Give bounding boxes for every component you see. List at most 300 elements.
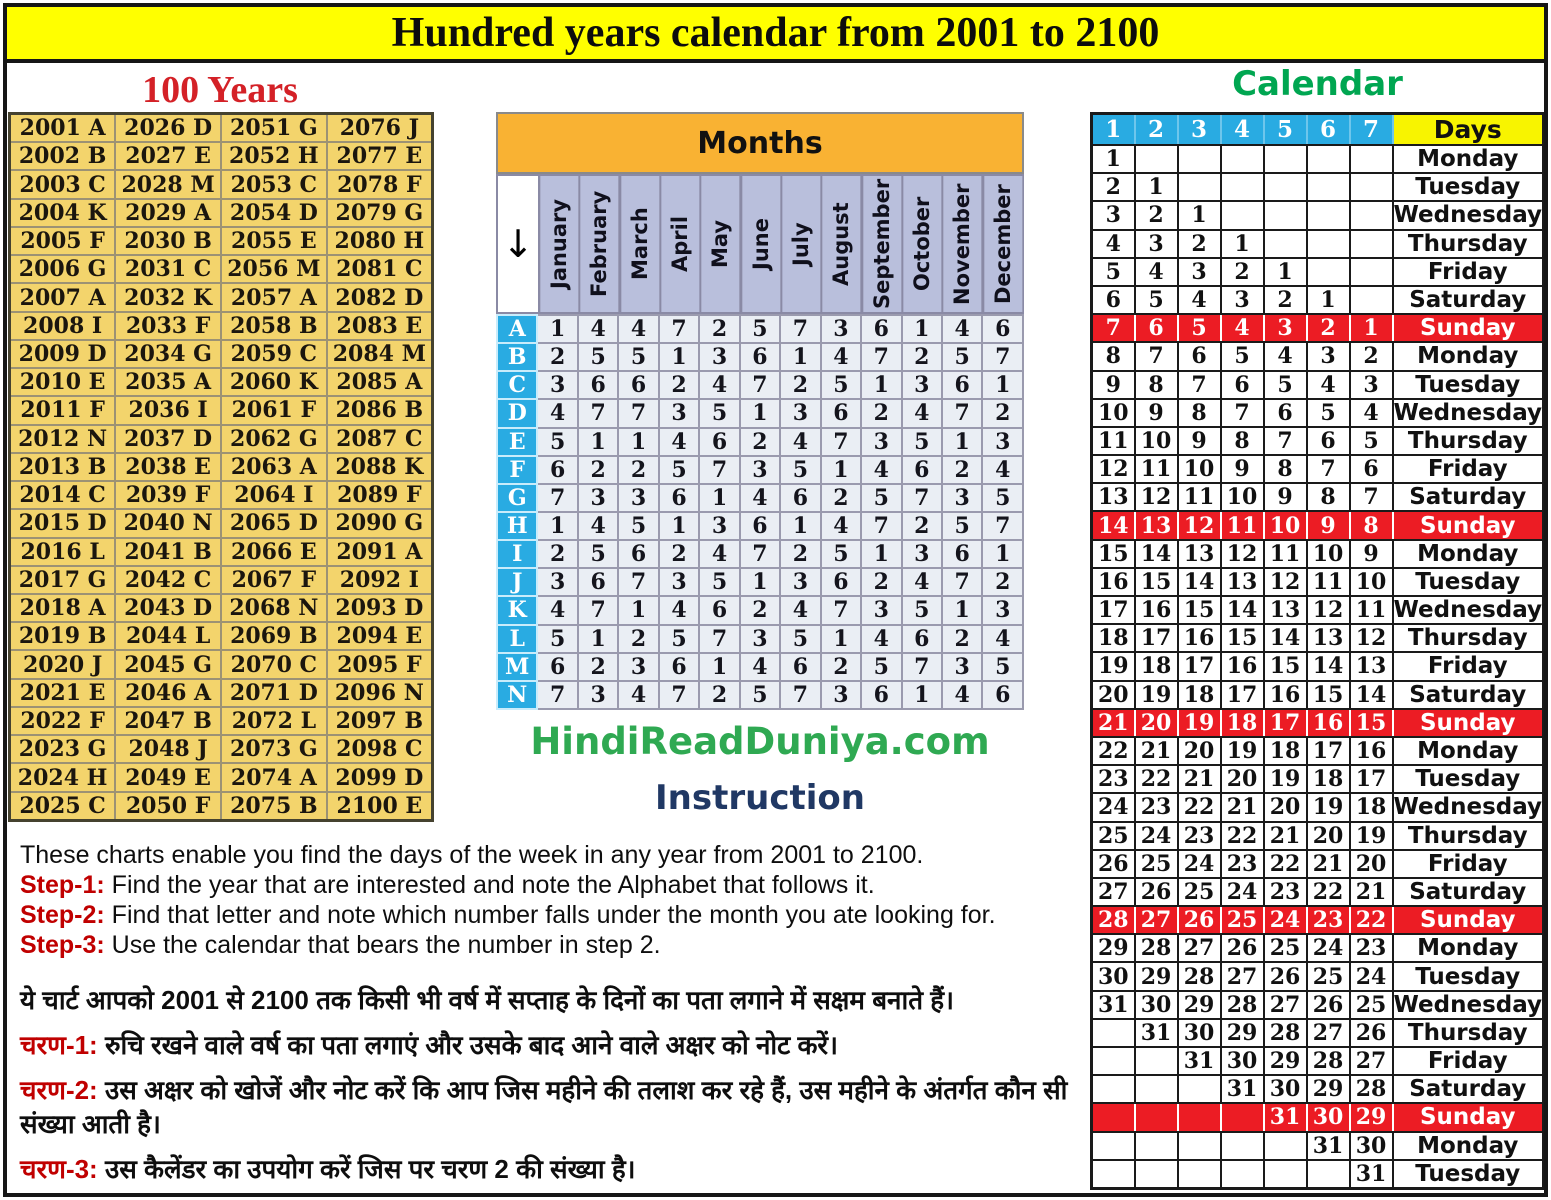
month-row	[497, 428, 1023, 456]
instruction-step-hi: चरण-3: उस कैलेंडर का उपयोग करें जिस पर चरण 2 की संख्या है।	[20, 1154, 636, 1184]
month-letter: M	[497, 653, 537, 681]
calendar-day-name: Wednesday	[1393, 597, 1543, 624]
calendar-day-cell	[1307, 173, 1350, 201]
calendar-row	[1092, 511, 1544, 539]
calendar-day-cell	[1178, 173, 1221, 201]
calendar-day-cell: 27	[1092, 878, 1135, 906]
calendar-day-cell: 8	[1178, 399, 1221, 427]
calendar-day-cell: 9	[1264, 483, 1307, 511]
year-cell: 2022 F	[10, 707, 116, 735]
year-row	[10, 114, 433, 143]
calendar-day-cell: 11	[1264, 540, 1307, 568]
year-cell: 2014 C	[10, 481, 116, 509]
month-value-cell: 7	[821, 596, 861, 624]
down-arrow-icon: ↓	[498, 176, 538, 312]
year-cell: 2087 C	[327, 425, 433, 453]
calendar-day-cell: 25	[1092, 822, 1135, 850]
calendar-day-cell: 6	[1307, 427, 1350, 455]
month-value-cell: 3	[780, 399, 820, 427]
month-row	[497, 653, 1023, 681]
calendar-day-cell: 19	[1092, 652, 1135, 680]
month-value-cell: 4	[780, 596, 820, 624]
year-cell: 2076 J	[327, 114, 433, 143]
month-name: September	[863, 176, 901, 312]
calendar-day-cell: 11	[1350, 596, 1393, 624]
year-cell: 2075 B	[221, 792, 327, 821]
month-value-cell: 5	[982, 653, 1023, 681]
calendar-day-cell: 2	[1264, 286, 1307, 314]
month-value-cell: 5	[821, 540, 861, 568]
calendar-day-name: Saturday	[1393, 1075, 1544, 1103]
year-cell: 2072 L	[221, 707, 327, 735]
calendar-day-cell: 23	[1178, 822, 1221, 850]
calendar-day-cell: 22	[1307, 878, 1350, 906]
calendar-day-cell: 15	[1135, 568, 1178, 596]
year-cell: 2046 A	[115, 679, 221, 707]
calendar-day-cell: 14	[1178, 568, 1221, 596]
calendar-day-name: Monday	[1393, 540, 1544, 568]
calendar-day-cell: 19	[1264, 765, 1307, 793]
calendar-row	[1092, 906, 1544, 934]
calendar-day-cell: 25	[1135, 850, 1178, 878]
calendar-row	[1092, 822, 1544, 850]
year-cell: 2065 D	[221, 509, 327, 537]
month-letter: N	[497, 681, 537, 709]
year-cell: 2071 D	[221, 679, 327, 707]
calendar-day-cell: 2	[1092, 173, 1135, 201]
calendar-day-cell: 10	[1135, 427, 1178, 455]
month-value-cell: 7	[982, 512, 1023, 540]
month-value-cell: 5	[618, 343, 658, 371]
calendar-day-name: Tuesday	[1393, 568, 1544, 596]
calendar-day-name: Wednesday	[1393, 399, 1543, 426]
month-letter: B	[497, 343, 537, 371]
calendar-day-cell: 1	[1307, 286, 1350, 314]
calendar-day-cell	[1350, 173, 1393, 201]
calendar-col-header: 2	[1135, 114, 1178, 146]
calendar-day-cell: 28	[1221, 991, 1264, 1019]
calendar-day-cell: 5	[1264, 371, 1307, 399]
calendar-day-name: Thursday	[1393, 1019, 1544, 1047]
month-row	[497, 343, 1023, 371]
month-letter: I	[497, 540, 537, 568]
calendar-day-cell: 3	[1264, 314, 1307, 342]
calendar-col-header: 6	[1307, 114, 1350, 146]
calendar-day-cell: 27	[1264, 991, 1307, 1019]
calendar-day-cell	[1178, 1132, 1221, 1160]
calendar-row	[1092, 878, 1544, 906]
month-letter: J	[497, 568, 537, 596]
calendar-day-cell: 30	[1350, 1132, 1393, 1160]
calendar-day-cell: 3	[1135, 230, 1178, 258]
calendar-day-name: Monday	[1393, 145, 1544, 173]
year-cell: 2064 I	[221, 481, 327, 509]
year-cell: 2002 B	[10, 142, 116, 170]
calendar-day-cell: 14	[1092, 511, 1135, 539]
year-row	[10, 707, 433, 735]
year-cell: 2021 E	[10, 679, 116, 707]
calendar-day-name: Monday	[1393, 737, 1544, 765]
month-value-cell: 3	[982, 596, 1023, 624]
calendar-day-cell: 29	[1092, 934, 1135, 962]
calendar-day-cell: 8	[1264, 455, 1307, 483]
calendar-day-cell: 12	[1264, 568, 1307, 596]
month-value-cell: 3	[618, 484, 658, 512]
calendar-day-cell: 25	[1221, 906, 1264, 934]
year-cell: 2050 F	[115, 792, 221, 821]
month-value-cell: 5	[982, 484, 1023, 512]
calendar-day-cell: 5	[1092, 258, 1135, 286]
calendar-day-name: Friday	[1393, 1047, 1544, 1075]
month-value-cell: 1	[861, 540, 901, 568]
calendar-day-name: Monday	[1393, 934, 1544, 962]
calendar-day-cell: 10	[1264, 511, 1307, 539]
calendar-day-cell: 2	[1350, 342, 1393, 370]
month-name: June	[742, 176, 780, 312]
calendar-day-cell: 5	[1307, 399, 1350, 427]
year-cell: 2085 A	[327, 368, 433, 396]
calendar-day-cell: 26	[1221, 934, 1264, 962]
calendar-day-cell	[1092, 1019, 1135, 1047]
calendar-day-cell: 7	[1178, 371, 1221, 399]
month-row	[497, 371, 1023, 399]
calendar-row	[1092, 793, 1544, 821]
month-value-cell: 6	[618, 540, 658, 568]
month-value-cell: 7	[699, 625, 739, 653]
month-value-cell: 5	[618, 512, 658, 540]
year-cell: 2058 B	[221, 312, 327, 340]
page-title-text: Hundred years calendar from 2001 to 2100	[391, 10, 1160, 56]
year-cell: 2090 G	[327, 509, 433, 537]
year-row	[10, 453, 433, 481]
calendar-day-cell: 13	[1178, 540, 1221, 568]
year-row	[10, 425, 433, 453]
month-value-cell: 4	[537, 596, 577, 624]
calendar-day-cell	[1350, 258, 1393, 286]
month-letter: A	[497, 315, 537, 343]
calendar-day-cell	[1264, 145, 1307, 173]
calendar-day-cell: 21	[1307, 850, 1350, 878]
calendar-day-cell	[1307, 258, 1350, 286]
year-cell: 2037 D	[115, 425, 221, 453]
website-name: HindiReadDuniya.com	[530, 720, 990, 763]
month-value-cell: 3	[821, 681, 861, 709]
calendar-day-cell: 29	[1221, 1019, 1264, 1047]
calendar-row	[1092, 258, 1544, 286]
month-value-cell: 7	[740, 540, 780, 568]
calendar-row	[1092, 342, 1544, 370]
month-value-cell: 2	[618, 625, 658, 653]
calendar-day-cell: 4	[1307, 371, 1350, 399]
month-value-cell: 5	[780, 625, 820, 653]
year-cell: 2063 A	[221, 453, 327, 481]
instruction-step-hi: चरण-2: उस अक्षर को खोजें और नोट करें कि आप जिस महीने की तलाश कर रहे हैं, उस महीने के अंतर्गत कौन सी संख्या आती है।	[20, 1075, 1068, 1139]
calendar-day-cell: 31	[1092, 991, 1135, 1019]
calendar-day-cell: 16	[1092, 568, 1135, 596]
calendar-day-cell: 31	[1221, 1075, 1264, 1103]
calendar-day-cell: 30	[1264, 1075, 1307, 1103]
month-value-cell: 1	[982, 371, 1023, 399]
year-cell: 2088 K	[327, 453, 433, 481]
calendar-day-cell	[1221, 1103, 1264, 1131]
month-value-cell: 4	[699, 540, 739, 568]
month-value-cell: 6	[537, 456, 577, 484]
calendar-row	[1092, 991, 1544, 1019]
month-value-cell: 7	[578, 399, 618, 427]
month-value-cell: 1	[861, 371, 901, 399]
year-cell: 2035 A	[115, 368, 221, 396]
calendar-day-cell: 2	[1307, 314, 1350, 342]
year-cell: 2093 D	[327, 594, 433, 622]
calendar-day-cell	[1178, 1075, 1221, 1103]
calendar-day-cell: 8	[1092, 342, 1135, 370]
month-value-cell: 6	[780, 653, 820, 681]
month-value-cell: 7	[578, 596, 618, 624]
calendar-day-cell	[1221, 1160, 1264, 1189]
year-cell: 2080 H	[327, 227, 433, 255]
calendar-row	[1092, 399, 1544, 427]
year-cell: 2004 K	[10, 199, 116, 227]
calendar-day-cell: 16	[1264, 681, 1307, 709]
calendar-day-cell: 20	[1221, 765, 1264, 793]
month-value-cell: 5	[861, 484, 901, 512]
year-cell: 2042 C	[115, 566, 221, 594]
month-value-cell: 5	[537, 625, 577, 653]
month-value-cell: 7	[861, 512, 901, 540]
calendar-row	[1092, 371, 1544, 399]
calendar-day-cell: 22	[1350, 906, 1393, 934]
calendar-day-name: Thursday	[1393, 624, 1544, 652]
step-label: Step-1:	[20, 871, 105, 899]
month-value-cell: 6	[740, 343, 780, 371]
year-cell: 2067 F	[221, 566, 327, 594]
calendar-day-cell: 20	[1092, 681, 1135, 709]
calendar-day-cell: 13	[1307, 624, 1350, 652]
calendar-day-cell: 7	[1135, 342, 1178, 370]
month-value-cell: 2	[780, 540, 820, 568]
calendar-day-cell: 22	[1135, 765, 1178, 793]
month-value-cell: 7	[861, 343, 901, 371]
calendar-day-cell: 21	[1264, 822, 1307, 850]
year-row	[10, 199, 433, 227]
month-value-cell: 6	[861, 681, 901, 709]
month-value-cell: 2	[699, 681, 739, 709]
calendar-day-cell: 17	[1307, 737, 1350, 765]
calendar-day-cell: 12	[1135, 483, 1178, 511]
month-value-cell: 2	[942, 625, 982, 653]
year-cell: 2052 H	[221, 142, 327, 170]
calendar-day-cell	[1135, 1132, 1178, 1160]
month-value-cell: 3	[740, 456, 780, 484]
year-cell: 2086 B	[327, 396, 433, 424]
year-cell: 2094 E	[327, 622, 433, 650]
calendar-day-name: Monday	[1393, 342, 1544, 370]
calendar-day-cell: 26	[1135, 878, 1178, 906]
year-cell: 2100 E	[327, 792, 433, 821]
calendar-day-cell	[1221, 1132, 1264, 1160]
calendar-day-cell: 8	[1307, 483, 1350, 511]
year-cell: 2045 G	[115, 650, 221, 678]
calendar-day-cell: 23	[1264, 878, 1307, 906]
year-cell: 2055 E	[221, 227, 327, 255]
calendar-day-name: Wednesday	[1393, 991, 1543, 1018]
year-cell: 2091 A	[327, 538, 433, 566]
calendar-day-name: Tuesday	[1393, 962, 1544, 990]
year-cell: 2030 B	[115, 227, 221, 255]
instruction-step-en: Step-2: Find that letter and note which number falls under the month you ate looking for.	[20, 901, 996, 929]
calendar-day-cell: 2	[1135, 201, 1178, 229]
calendar-day-cell: 21	[1221, 793, 1264, 821]
month-letter: F	[497, 456, 537, 484]
calendar-day-cell: 30	[1307, 1103, 1350, 1131]
calendar-row	[1092, 540, 1544, 568]
month-value-cell: 3	[861, 596, 901, 624]
year-row	[10, 170, 433, 198]
calendar-day-cell: 3	[1307, 342, 1350, 370]
year-cell: 2003 C	[10, 170, 116, 198]
calendar-day-cell: 20	[1264, 793, 1307, 821]
year-row	[10, 650, 433, 678]
calendar-day-cell: 28	[1307, 1047, 1350, 1075]
month-value-cell: 1	[699, 653, 739, 681]
calendar-day-cell: 9	[1178, 427, 1221, 455]
month-value-cell: 4	[821, 512, 861, 540]
month-value-cell: 5	[699, 568, 739, 596]
calendar-day-cell: 23	[1350, 934, 1393, 962]
calendar-day-cell: 8	[1135, 371, 1178, 399]
calendar-day-cell: 4	[1092, 230, 1135, 258]
month-value-cell: 4	[982, 625, 1023, 653]
calendar-day-cell: 26	[1264, 962, 1307, 990]
calendar-day-cell: 27	[1178, 934, 1221, 962]
year-cell: 2012 N	[10, 425, 116, 453]
calendar-day-cell: 21	[1350, 878, 1393, 906]
calendar-day-cell: 24	[1350, 962, 1393, 990]
year-row	[10, 312, 433, 340]
calendar-row	[1092, 681, 1544, 709]
month-value-cell: 7	[942, 568, 982, 596]
month-name: October	[903, 176, 941, 312]
calendar-day-cell	[1135, 145, 1178, 173]
month-value-cell: 2	[982, 399, 1023, 427]
calendar-day-cell: 13	[1135, 511, 1178, 539]
month-value-cell: 1	[780, 512, 820, 540]
month-row	[497, 625, 1023, 653]
month-value-cell: 1	[821, 456, 861, 484]
month-value-cell: 6	[821, 399, 861, 427]
calendar-row	[1092, 709, 1544, 737]
year-cell: 2013 B	[10, 453, 116, 481]
calendar-day-name: Saturday	[1393, 483, 1544, 511]
month-value-cell: 7	[942, 399, 982, 427]
year-cell: 2048 J	[115, 735, 221, 763]
calendar-row	[1092, 596, 1544, 624]
calendar-day-cell: 1	[1135, 173, 1178, 201]
calendar-day-cell: 11	[1135, 455, 1178, 483]
month-value-cell: 1	[780, 343, 820, 371]
year-row	[10, 566, 433, 594]
calendar-day-cell: 18	[1135, 652, 1178, 680]
calendar-row	[1092, 1103, 1544, 1131]
calendar-day-cell: 15	[1264, 652, 1307, 680]
year-cell: 2099 D	[327, 763, 433, 791]
calendar-day-cell: 25	[1178, 878, 1221, 906]
calendar-col-header: 1	[1092, 114, 1135, 146]
year-cell: 2007 A	[10, 283, 116, 311]
month-value-cell: 1	[902, 681, 942, 709]
month-value-cell: 4	[740, 653, 780, 681]
calendar-day-cell: 11	[1092, 427, 1135, 455]
year-cell: 2044 L	[115, 622, 221, 650]
calendar-day-cell: 22	[1178, 793, 1221, 821]
calendar-day-cell: 30	[1135, 991, 1178, 1019]
year-row	[10, 594, 433, 622]
calendar-day-cell: 14	[1264, 624, 1307, 652]
year-cell: 2024 H	[10, 763, 116, 791]
calendar-day-cell	[1221, 145, 1264, 173]
calendar-day-cell: 29	[1307, 1075, 1350, 1103]
month-name: August	[822, 176, 860, 312]
month-name: March	[621, 176, 659, 312]
year-cell: 2049 E	[115, 763, 221, 791]
calendar-day-cell: 31	[1307, 1132, 1350, 1160]
calendar-col-header: 4	[1221, 114, 1264, 146]
month-value-cell: 1	[618, 428, 658, 456]
calendar-row	[1092, 962, 1544, 990]
calendar-day-cell: 20	[1135, 709, 1178, 737]
month-value-cell: 5	[578, 343, 618, 371]
year-cell: 2038 E	[115, 453, 221, 481]
calendar-day-cell: 18	[1264, 737, 1307, 765]
calendar-day-cell: 24	[1264, 906, 1307, 934]
calendar-day-cell: 27	[1307, 1019, 1350, 1047]
month-value-cell: 5	[578, 540, 618, 568]
month-value-cell: 2	[578, 653, 618, 681]
calendar-day-name: Sunday	[1393, 709, 1544, 737]
calendar-day-cell: 27	[1135, 906, 1178, 934]
year-cell: 2096 N	[327, 679, 433, 707]
calendar-day-cell: 16	[1350, 737, 1393, 765]
calendar-day-cell	[1264, 173, 1307, 201]
calendar-day-cell: 19	[1178, 709, 1221, 737]
calendar-day-cell: 10	[1092, 399, 1135, 427]
month-value-cell: 3	[942, 484, 982, 512]
month-row	[497, 484, 1023, 512]
year-cell: 2078 F	[327, 170, 433, 198]
month-value-cell: 4	[578, 512, 618, 540]
calendar-day-cell: 19	[1221, 737, 1264, 765]
calendar-day-cell: 16	[1221, 652, 1264, 680]
calendar-day-cell: 17	[1092, 596, 1135, 624]
calendar-day-cell: 15	[1350, 709, 1393, 737]
calendar-day-cell: 5	[1221, 342, 1264, 370]
month-value-cell: 6	[699, 596, 739, 624]
calendar-day-cell	[1350, 145, 1393, 173]
month-value-cell: 4	[902, 568, 942, 596]
calendar-day-cell	[1221, 173, 1264, 201]
month-value-cell: 1	[578, 625, 618, 653]
step-label-hi: चरण-1:	[20, 1030, 98, 1060]
year-cell: 2033 F	[115, 312, 221, 340]
calendar-day-cell: 1	[1350, 314, 1393, 342]
month-value-cell: 3	[618, 653, 658, 681]
calendar-day-cell: 22	[1092, 737, 1135, 765]
year-cell: 2070 C	[221, 650, 327, 678]
calendar-day-name: Tuesday	[1393, 371, 1544, 399]
calendar-day-cell: 18	[1092, 624, 1135, 652]
month-value-cell: 1	[902, 315, 942, 343]
month-value-cell: 7	[537, 484, 577, 512]
